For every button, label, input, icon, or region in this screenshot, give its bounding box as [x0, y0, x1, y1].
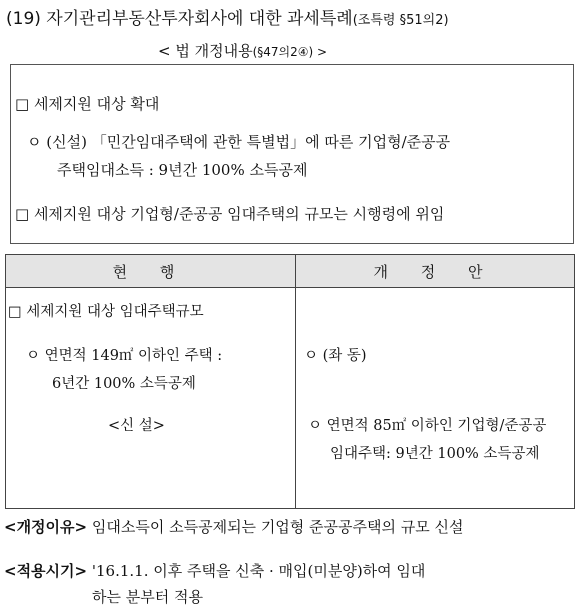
reason-text: 임대소득이 소득공제되는 기업형 준공공주택의 규모 신설 [91, 518, 464, 536]
header-current: 현 행 [6, 255, 296, 288]
amendment-title-ref: (§47의2④) > [252, 45, 328, 59]
current-sub-line-2: 6년간 100% 소득공제 [52, 376, 196, 392]
revised-same: ㅇ (좌 동) [304, 348, 367, 364]
effective-line-1: '16.1.1. 이후 주택을 신축 · 매입(미분양)하여 임대 [91, 562, 426, 580]
current-cell [6, 288, 296, 509]
amendment-sub-item-line-1: ㅇ (신설) 「민간임대주택에 관한 특별법」에 따른 기업형/준공공 [27, 133, 451, 151]
revised-cell [296, 288, 575, 509]
effective-label: <적용시기> [4, 562, 88, 580]
revised-new-line-1: ㅇ 연면적 85㎡ 이하인 기업형/준공공 [308, 418, 547, 434]
section-title-text: (19) 자기관리부동산투자회사에 대한 과세특례 [6, 9, 353, 29]
reason-note [4, 516, 464, 537]
section-title [6, 4, 449, 29]
table-header-row [6, 255, 575, 288]
amendment-sub-item-line-2: 주택임대소득 : 9년간 100% 소득공제 [57, 161, 308, 179]
reason-label: <개정이유> [4, 518, 88, 536]
amendment-item-2: □ 세제지원 대상 기업형/준공공 임대주택의 규모는 시행령에 위임 [15, 205, 445, 223]
current-item: □ 세제지원 대상 임대주택규모 [8, 304, 204, 320]
amendment-title-text: < 법 개정내용 [158, 42, 253, 60]
amendment-box-title [148, 40, 337, 61]
header-revised: 개 정 안 [296, 255, 575, 288]
current-sub-line-1: ㅇ 연면적 149㎡ 이하인 주택 : [26, 348, 223, 364]
amendment-box [10, 64, 574, 244]
section-title-ref: (조특령 §51의2) [352, 13, 449, 28]
current-new-marker: <신 설> [108, 418, 165, 434]
effective-note [4, 560, 425, 581]
comparison-table [5, 254, 575, 509]
revised-new-line-2: 임대주택: 9년간 100% 소득공제 [330, 446, 540, 462]
amendment-item-1: □ 세제지원 대상 확대 [15, 95, 160, 113]
effective-line-2: 하는 분부터 적용 [92, 588, 203, 606]
table-row [6, 288, 575, 509]
